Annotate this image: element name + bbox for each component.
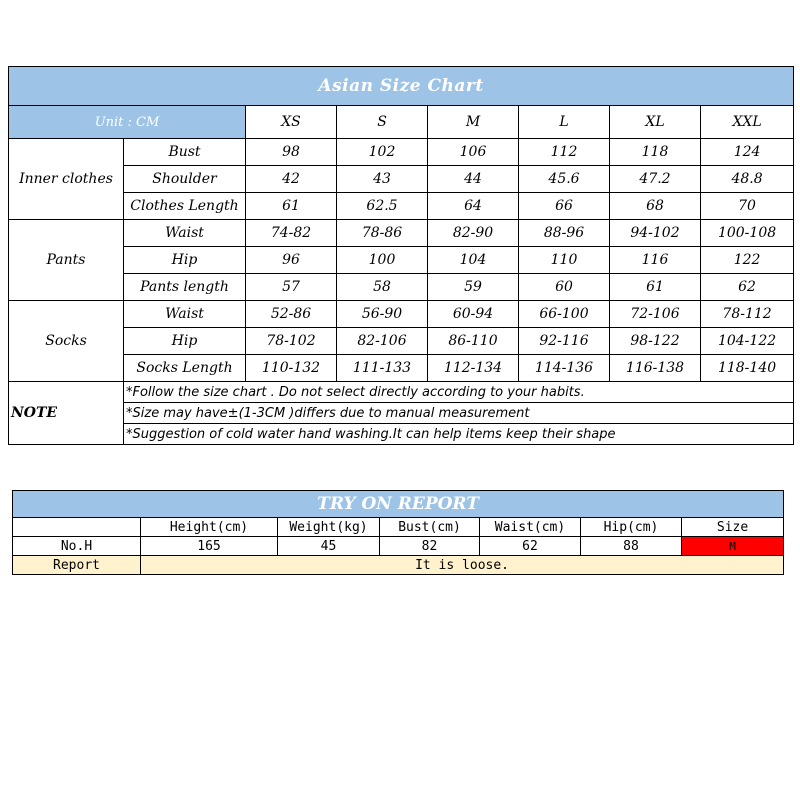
value-cell: 60 bbox=[519, 274, 610, 301]
value-cell: 44 bbox=[428, 166, 519, 193]
value-cell: 64 bbox=[428, 193, 519, 220]
value-cell: 118 bbox=[610, 139, 701, 166]
note-text: *Suggestion of cold water hand washing.It can help items keep their shape bbox=[124, 424, 794, 445]
value-cell: 62 bbox=[701, 274, 794, 301]
value-cell: 98-122 bbox=[610, 328, 701, 355]
value-cell: 118-140 bbox=[701, 355, 794, 382]
value-cell: 92-116 bbox=[519, 328, 610, 355]
report-title: TRY ON REPORT bbox=[13, 491, 784, 518]
value-cell: 82-90 bbox=[428, 220, 519, 247]
value-cell: 74-82 bbox=[246, 220, 337, 247]
value-cell: 100-108 bbox=[701, 220, 794, 247]
model-label: No.H bbox=[13, 537, 141, 556]
table-row bbox=[9, 139, 794, 166]
value-cell: 116 bbox=[610, 247, 701, 274]
column-header: Hip(cm) bbox=[581, 518, 682, 537]
measure-label: Clothes Length bbox=[124, 193, 246, 220]
table-row bbox=[9, 355, 794, 382]
size-header: XL bbox=[610, 106, 701, 139]
note-text: *Follow the size chart . Do not select directly according to your habits. bbox=[124, 382, 794, 403]
value-cell: 60-94 bbox=[428, 301, 519, 328]
measure-label: Hip bbox=[124, 247, 246, 274]
value-cell: 96 bbox=[246, 247, 337, 274]
value-cell: 66 bbox=[519, 193, 610, 220]
table-row bbox=[9, 193, 794, 220]
value-cell: 82-106 bbox=[337, 328, 428, 355]
table-row bbox=[9, 247, 794, 274]
size-header: S bbox=[337, 106, 428, 139]
value-cell: 48.8 bbox=[701, 166, 794, 193]
note-text: *Size may have±(1-3CM )differs due to manual measurement bbox=[124, 403, 794, 424]
size-header: XXL bbox=[701, 106, 794, 139]
value-cell: 45.6 bbox=[519, 166, 610, 193]
table-row bbox=[9, 328, 794, 355]
table-row bbox=[9, 274, 794, 301]
column-header: Waist(cm) bbox=[480, 518, 581, 537]
value-cell: 61 bbox=[246, 193, 337, 220]
size-value-highlight: M bbox=[682, 537, 784, 556]
value-cell: 122 bbox=[701, 247, 794, 274]
value-cell: 104-122 bbox=[701, 328, 794, 355]
note-row bbox=[9, 424, 794, 445]
value-cell: 110 bbox=[519, 247, 610, 274]
value-cell: 110-132 bbox=[246, 355, 337, 382]
value-cell: 47.2 bbox=[610, 166, 701, 193]
column-header: Weight(kg) bbox=[278, 518, 380, 537]
value-cell: 124 bbox=[701, 139, 794, 166]
size-chart-table bbox=[8, 66, 794, 445]
table-row bbox=[13, 556, 784, 575]
measure-label: Socks Length bbox=[124, 355, 246, 382]
value-cell: 78-102 bbox=[246, 328, 337, 355]
value-cell: 165 bbox=[141, 537, 278, 556]
report-text: It is loose. bbox=[141, 556, 784, 575]
value-cell: 102 bbox=[337, 139, 428, 166]
value-cell: 100 bbox=[337, 247, 428, 274]
value-cell: 112-134 bbox=[428, 355, 519, 382]
measure-label: Bust bbox=[124, 139, 246, 166]
value-cell: 116-138 bbox=[610, 355, 701, 382]
unit-label: Unit : CM bbox=[9, 106, 246, 139]
value-cell: 61 bbox=[610, 274, 701, 301]
value-cell: 72-106 bbox=[610, 301, 701, 328]
table-row bbox=[13, 518, 784, 537]
value-cell: 94-102 bbox=[610, 220, 701, 247]
measure-label: Waist bbox=[124, 220, 246, 247]
table-row bbox=[9, 301, 794, 328]
value-cell: 104 bbox=[428, 247, 519, 274]
value-cell: 45 bbox=[278, 537, 380, 556]
column-header: Height(cm) bbox=[141, 518, 278, 537]
value-cell: 82 bbox=[380, 537, 480, 556]
note-row bbox=[9, 403, 794, 424]
empty-header-cell bbox=[13, 518, 141, 537]
value-cell: 62 bbox=[480, 537, 581, 556]
value-cell: 114-136 bbox=[519, 355, 610, 382]
value-cell: 78-112 bbox=[701, 301, 794, 328]
measure-label: Waist bbox=[124, 301, 246, 328]
group-label-socks: Socks bbox=[9, 301, 124, 382]
value-cell: 88-96 bbox=[519, 220, 610, 247]
table-row bbox=[9, 166, 794, 193]
measure-label: Shoulder bbox=[124, 166, 246, 193]
value-cell: 58 bbox=[337, 274, 428, 301]
value-cell: 57 bbox=[246, 274, 337, 301]
size-header: M bbox=[428, 106, 519, 139]
value-cell: 111-133 bbox=[337, 355, 428, 382]
note-label: NOTE bbox=[9, 382, 124, 445]
measure-label: Hip bbox=[124, 328, 246, 355]
value-cell: 52-86 bbox=[246, 301, 337, 328]
size-header: XS bbox=[246, 106, 337, 139]
measure-label: Pants length bbox=[124, 274, 246, 301]
value-cell: 56-90 bbox=[337, 301, 428, 328]
value-cell: 43 bbox=[337, 166, 428, 193]
value-cell: 70 bbox=[701, 193, 794, 220]
value-cell: 78-86 bbox=[337, 220, 428, 247]
value-cell: 59 bbox=[428, 274, 519, 301]
value-cell: 68 bbox=[610, 193, 701, 220]
value-cell: 98 bbox=[246, 139, 337, 166]
column-header: Size bbox=[682, 518, 784, 537]
value-cell: 66-100 bbox=[519, 301, 610, 328]
group-label-pants: Pants bbox=[9, 220, 124, 301]
size-header: L bbox=[519, 106, 610, 139]
value-cell: 112 bbox=[519, 139, 610, 166]
table-row bbox=[13, 537, 784, 556]
chart-title: Asian Size Chart bbox=[9, 67, 794, 106]
value-cell: 42 bbox=[246, 166, 337, 193]
note-row bbox=[9, 382, 794, 403]
value-cell: 62.5 bbox=[337, 193, 428, 220]
group-label-inner-clothes: Inner clothes bbox=[9, 139, 124, 220]
report-label: Report bbox=[13, 556, 141, 575]
value-cell: 106 bbox=[428, 139, 519, 166]
table-row bbox=[9, 220, 794, 247]
try-on-report-table bbox=[12, 490, 784, 575]
value-cell: 86-110 bbox=[428, 328, 519, 355]
value-cell: 88 bbox=[581, 537, 682, 556]
column-header: Bust(cm) bbox=[380, 518, 480, 537]
